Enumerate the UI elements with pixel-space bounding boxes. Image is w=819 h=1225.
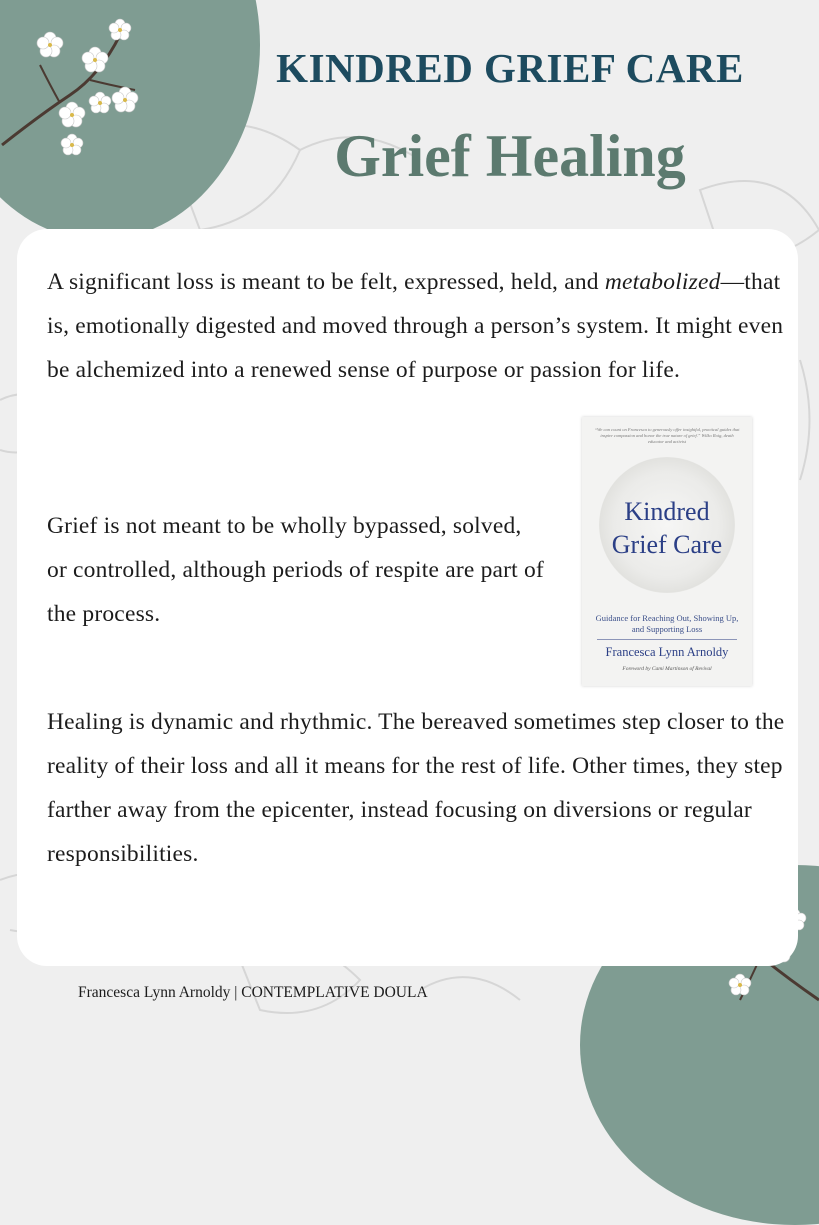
book-divider: [597, 639, 737, 640]
book-cover: [582, 417, 752, 686]
paragraph-loss-text-end: —that is, emotionally digested and moved through a person’s system. It might even be alchemized into a renewed sense of purpose or passion for life.: [47, 269, 784, 383]
paragraph-bypass: Grief is not meant to be wholly bypassed, solved, or controlled, although periods of respite are part of the process.: [47, 513, 544, 627]
brand-heading: KINDRED GRIEF CARE: [276, 45, 744, 91]
book-title-line-1: Kindred: [624, 497, 710, 526]
book-title-line-2: Grief Care: [611, 530, 723, 559]
blossom-branch-icon: [0, 5, 160, 165]
book-foreword: Foreword by Cami Martinson of Revival: [622, 666, 712, 672]
paragraph-loss-text-start: A significant loss is meant to be felt, expressed, held, and: [47, 269, 605, 295]
page-title: Grief Healing: [334, 123, 686, 189]
book-blurb: “We can count on Francesca to generously offer insightful, practical guides that inspire compassion and honor the true nature of grief.” Wilko Roig, death educator and activist: [594, 427, 740, 444]
paragraph-loss: [47, 260, 787, 392]
emphasis-metabolized: metabolized: [604, 269, 721, 295]
footer-credit: Francesca Lynn Arnoldy | CONTEMPLATIVE DOULA: [78, 984, 428, 1001]
book-author: Francesca Lynn Arnoldy: [605, 645, 729, 659]
book-subtitle: Guidance for Reaching Out, Showing Up, and Supporting Loss: [595, 613, 739, 634]
paragraph-healing: Healing is dynamic and rhythmic. The bereaved sometimes step closer to the reality of their loss and all it means for the rest of life. Other times, they step farther away from the epicenter, instead focusing on diversions or regular responsibilities.: [47, 709, 785, 867]
book-title: [582, 495, 752, 561]
